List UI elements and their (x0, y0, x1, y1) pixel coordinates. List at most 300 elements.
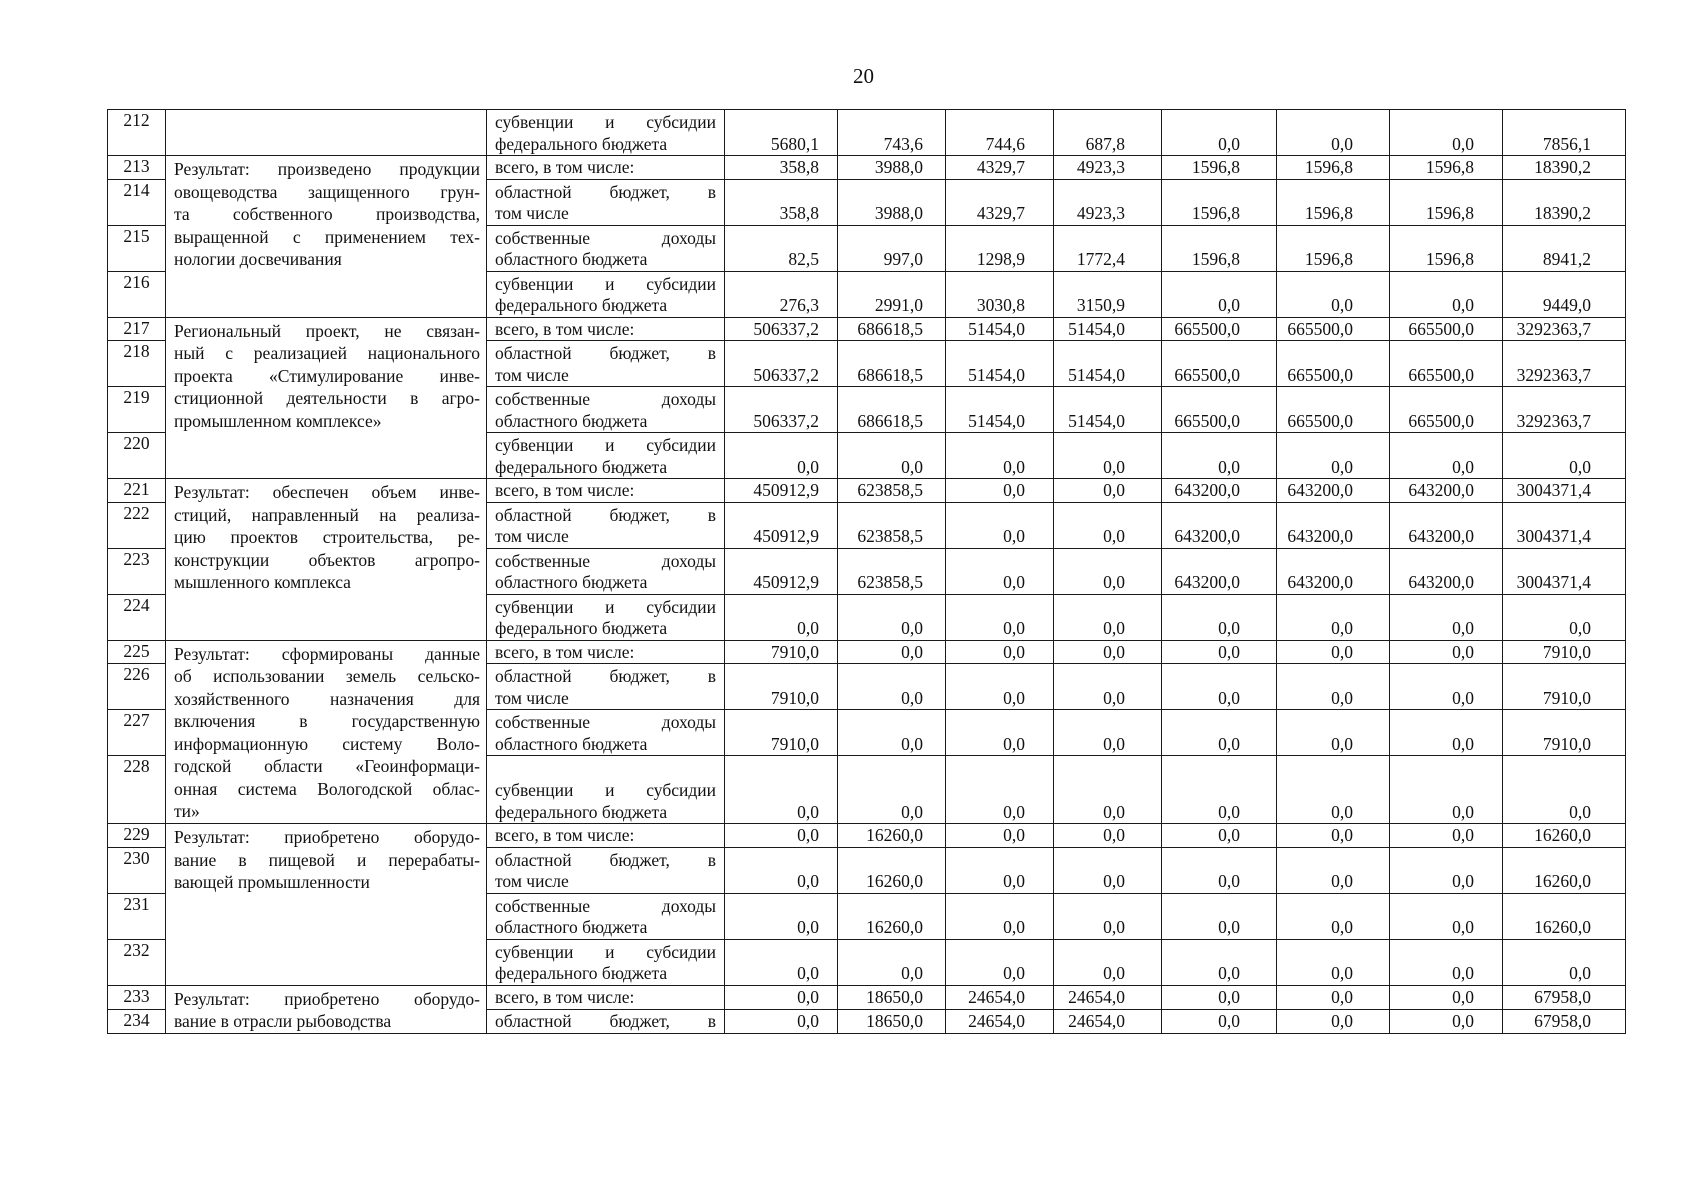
value-cell: 0,0 (946, 433, 1054, 479)
value-cell: 623858,5 (838, 502, 946, 548)
value-cell: 0,0 (1162, 847, 1277, 893)
value-cell: 1596,8 (1390, 225, 1503, 271)
value-cell: 0,0 (1054, 939, 1162, 985)
value-cell: 0,0 (725, 433, 838, 479)
value-cell: 3292363,7 (1503, 317, 1626, 341)
funding-source (487, 640, 725, 664)
value-cell: 623858,5 (838, 479, 946, 503)
row-number: 214 (108, 179, 166, 225)
value-cell: 0,0 (1503, 594, 1626, 640)
value-cell: 0,0 (946, 939, 1054, 985)
row-number: 224 (108, 594, 166, 640)
value-cell: 0,0 (1054, 548, 1162, 594)
value-cell: 24654,0 (1054, 985, 1162, 1009)
value-cell: 18390,2 (1503, 179, 1626, 225)
value-cell: 7910,0 (1503, 664, 1626, 710)
description-line: цию проектов строительства, ре- (174, 527, 480, 547)
value-cell: 3004371,4 (1503, 479, 1626, 503)
value-cell: 51454,0 (1054, 341, 1162, 387)
value-cell: 0,0 (1390, 640, 1503, 664)
value-cell: 686618,5 (838, 341, 946, 387)
value-cell: 0,0 (725, 939, 838, 985)
table-row (108, 640, 1626, 664)
funding-source (487, 594, 725, 640)
value-cell: 0,0 (1277, 664, 1390, 710)
value-cell: 0,0 (1390, 664, 1503, 710)
description-line: хозяйственного назначения для (174, 688, 480, 709)
result-description (166, 985, 487, 1033)
value-cell: 8941,2 (1503, 225, 1626, 271)
funding-source-line: собственные доходы (495, 389, 716, 409)
funding-source (487, 156, 725, 180)
value-cell: 643200,0 (1390, 479, 1503, 503)
value-cell: 0,0 (1390, 433, 1503, 479)
description-line: Результат: приобретено оборудо- (174, 988, 480, 1009)
funding-source-line: субвенции и субсидии (495, 780, 716, 800)
value-cell: 0,0 (1162, 939, 1277, 985)
description-line: информационную систему Воло- (174, 733, 480, 754)
value-cell: 0,0 (1390, 893, 1503, 939)
funding-source (487, 479, 725, 503)
value-cell: 3292363,7 (1503, 387, 1626, 433)
value-cell: 67958,0 (1503, 1009, 1626, 1033)
value-cell: 7910,0 (725, 710, 838, 756)
funding-source-line: федерального бюджета (495, 456, 668, 477)
value-cell: 665500,0 (1162, 387, 1277, 433)
funding-source (487, 110, 725, 156)
value-cell: 0,0 (1162, 640, 1277, 664)
value-cell: 3004371,4 (1503, 548, 1626, 594)
funding-source-line: федерального бюджета (495, 618, 668, 638)
funding-source-line: федерального бюджета (495, 133, 668, 154)
value-cell: 1772,4 (1054, 225, 1162, 271)
value-cell: 0,0 (1277, 824, 1390, 848)
value-cell: 18390,2 (1503, 156, 1626, 180)
value-cell: 5680,1 (725, 110, 838, 156)
value-cell: 51454,0 (946, 341, 1054, 387)
row-number: 233 (108, 985, 166, 1009)
value-cell: 3292363,7 (1503, 341, 1626, 387)
description-line: годской области «Геоинформаци- (174, 756, 480, 776)
funding-source-line: том числе (495, 687, 569, 708)
description-line: вание в отрасли рыбоводства (174, 1011, 392, 1031)
result-description (166, 824, 487, 986)
value-cell: 51454,0 (1054, 317, 1162, 341)
funding-source (487, 179, 725, 225)
value-cell: 1596,8 (1162, 225, 1277, 271)
value-cell: 0,0 (1162, 664, 1277, 710)
value-cell: 0,0 (1054, 594, 1162, 640)
description-line: стиций, направленный на реализа- (174, 504, 480, 525)
value-cell: 0,0 (1054, 847, 1162, 893)
funding-source (487, 271, 725, 317)
row-number: 234 (108, 1009, 166, 1033)
value-cell: 0,0 (1054, 479, 1162, 503)
funding-source-line: собственные доходы (495, 895, 716, 916)
table-row (108, 479, 1626, 503)
value-cell: 4923,3 (1054, 179, 1162, 225)
funding-source-line: субвенции и субсидии (495, 273, 716, 294)
value-cell: 4329,7 (946, 156, 1054, 180)
row-number: 228 (108, 756, 166, 824)
value-cell: 0,0 (946, 847, 1054, 893)
value-cell: 16260,0 (838, 824, 946, 848)
value-cell: 643200,0 (1277, 548, 1390, 594)
value-cell: 506337,2 (725, 317, 838, 341)
value-cell: 643200,0 (1162, 502, 1277, 548)
value-cell: 82,5 (725, 225, 838, 271)
value-cell: 9449,0 (1503, 271, 1626, 317)
value-cell: 16260,0 (1503, 824, 1626, 848)
value-cell: 665500,0 (1390, 317, 1503, 341)
funding-source (487, 664, 725, 710)
value-cell: 0,0 (1162, 433, 1277, 479)
value-cell: 0,0 (1162, 756, 1277, 824)
funding-source (487, 341, 725, 387)
funding-source (487, 893, 725, 939)
value-cell: 24654,0 (1054, 1009, 1162, 1033)
value-cell: 0,0 (1277, 939, 1390, 985)
result-description (166, 317, 487, 479)
value-cell: 450912,9 (725, 479, 838, 503)
funding-source-line: всего, в том числе: (495, 318, 635, 339)
value-cell: 3988,0 (838, 179, 946, 225)
row-number: 229 (108, 824, 166, 848)
funding-source-line: областного бюджета (495, 917, 648, 937)
row-number: 219 (108, 387, 166, 433)
funding-source (487, 502, 725, 548)
funding-source-line: областной бюджет, в (495, 504, 716, 525)
row-number: 223 (108, 548, 166, 594)
funding-source-line: областной бюджет, в (495, 181, 716, 202)
value-cell: 0,0 (1054, 664, 1162, 710)
description-line: нологии досвечивания (174, 249, 342, 269)
funding-source (487, 548, 725, 594)
funding-source-line: том числе (495, 203, 569, 223)
description-line: выращенной с применением тех- (174, 226, 480, 247)
description-line: проекта «Стимулирование инве- (174, 365, 480, 386)
row-number: 232 (108, 939, 166, 985)
funding-source-line: всего, в том числе: (495, 480, 635, 500)
value-cell: 0,0 (1277, 594, 1390, 640)
funding-source (487, 433, 725, 479)
value-cell: 0,0 (1277, 1009, 1390, 1033)
value-cell: 0,0 (1054, 824, 1162, 848)
value-cell: 686618,5 (838, 387, 946, 433)
funding-source-line: областной бюджет, в (495, 1011, 716, 1031)
value-cell: 358,8 (725, 179, 838, 225)
funding-source-line: субвенции и субсидии (495, 112, 716, 132)
funding-source-line: том числе (495, 526, 569, 546)
funding-source-line: том числе (495, 871, 569, 891)
funding-source-line: собственные доходы (495, 712, 716, 732)
funding-source-line: областного бюджета (495, 572, 648, 592)
value-cell: 7910,0 (725, 664, 838, 710)
funding-source-line: всего, в том числе: (495, 987, 635, 1007)
value-cell: 450912,9 (725, 548, 838, 594)
row-number: 225 (108, 640, 166, 664)
row-number: 212 (108, 110, 166, 156)
value-cell: 0,0 (946, 502, 1054, 548)
value-cell: 686618,5 (838, 317, 946, 341)
value-cell: 16260,0 (1503, 847, 1626, 893)
value-cell: 744,6 (946, 110, 1054, 156)
value-cell: 0,0 (1390, 847, 1503, 893)
value-cell: 1596,8 (1277, 179, 1390, 225)
value-cell: 1596,8 (1277, 225, 1390, 271)
value-cell: 1596,8 (1277, 156, 1390, 180)
value-cell: 643200,0 (1162, 548, 1277, 594)
value-cell: 450912,9 (725, 502, 838, 548)
funding-source (487, 756, 725, 824)
description-line: вание в пищевой и перерабаты- (174, 849, 480, 870)
value-cell: 7910,0 (725, 640, 838, 664)
value-cell: 0,0 (946, 479, 1054, 503)
value-cell: 16260,0 (1503, 893, 1626, 939)
row-number: 220 (108, 433, 166, 479)
funding-source (487, 710, 725, 756)
funding-source (487, 317, 725, 341)
value-cell: 0,0 (1162, 271, 1277, 317)
value-cell: 0,0 (1503, 433, 1626, 479)
value-cell: 7910,0 (1503, 640, 1626, 664)
value-cell: 0,0 (1054, 502, 1162, 548)
value-cell: 0,0 (946, 893, 1054, 939)
table-row (108, 156, 1626, 180)
value-cell: 0,0 (838, 710, 946, 756)
description-line: конструкции объектов агропро- (174, 549, 480, 570)
value-cell: 7910,0 (1503, 710, 1626, 756)
value-cell: 0,0 (946, 594, 1054, 640)
funding-source-line: всего, в том числе: (495, 157, 635, 177)
row-number: 218 (108, 341, 166, 387)
value-cell: 0,0 (946, 548, 1054, 594)
value-cell: 358,8 (725, 156, 838, 180)
value-cell: 0,0 (1162, 710, 1277, 756)
value-cell: 0,0 (1390, 1009, 1503, 1033)
value-cell: 18650,0 (838, 1009, 946, 1033)
value-cell: 1596,8 (1162, 179, 1277, 225)
funding-source-line: всего, в том числе: (495, 641, 635, 662)
value-cell: 743,6 (838, 110, 946, 156)
value-cell: 0,0 (838, 640, 946, 664)
row-number: 222 (108, 502, 166, 548)
value-cell: 0,0 (838, 664, 946, 710)
value-cell: 665500,0 (1162, 317, 1277, 341)
value-cell: 3004371,4 (1503, 502, 1626, 548)
funding-source (487, 225, 725, 271)
value-cell: 665500,0 (1277, 387, 1390, 433)
funding-source (487, 824, 725, 848)
value-cell: 16260,0 (838, 893, 946, 939)
funding-source-line: областной бюджет, в (495, 849, 716, 870)
funding-source-line: областного бюджета (495, 733, 648, 754)
value-cell: 0,0 (946, 824, 1054, 848)
value-cell: 0,0 (725, 824, 838, 848)
funding-source-line: федерального бюджета (495, 295, 668, 315)
value-cell: 0,0 (1162, 110, 1277, 156)
value-cell: 0,0 (725, 893, 838, 939)
value-cell: 0,0 (946, 756, 1054, 824)
value-cell: 1596,8 (1390, 179, 1503, 225)
value-cell: 2991,0 (838, 271, 946, 317)
value-cell: 0,0 (1390, 110, 1503, 156)
funding-source-line: том числе (495, 364, 569, 385)
value-cell: 0,0 (946, 710, 1054, 756)
value-cell: 0,0 (1277, 847, 1390, 893)
value-cell: 0,0 (1277, 893, 1390, 939)
row-number: 221 (108, 479, 166, 503)
value-cell: 0,0 (1390, 710, 1503, 756)
description-line: об использовании земель сельско- (174, 666, 480, 686)
value-cell: 1596,8 (1390, 156, 1503, 180)
row-number: 230 (108, 847, 166, 893)
value-cell: 0,0 (1503, 939, 1626, 985)
description-line: онная система Вологодской облас- (174, 778, 480, 799)
value-cell: 3988,0 (838, 156, 946, 180)
funding-source (487, 1009, 725, 1033)
value-cell: 0,0 (1162, 893, 1277, 939)
value-cell: 506337,2 (725, 387, 838, 433)
funding-source (487, 985, 725, 1009)
value-cell: 643200,0 (1277, 502, 1390, 548)
description-line: овощеводства защищенного грун- (174, 181, 480, 202)
value-cell: 0,0 (1162, 594, 1277, 640)
table-row (108, 824, 1626, 848)
description-line: включения в государственную (174, 711, 480, 731)
value-cell: 51454,0 (1054, 387, 1162, 433)
funding-source-line: областной бюджет, в (495, 343, 716, 363)
value-cell: 1596,8 (1162, 156, 1277, 180)
result-description (166, 479, 487, 641)
value-cell: 997,0 (838, 225, 946, 271)
result-description (166, 156, 487, 318)
description-line: вающей промышленности (174, 872, 370, 892)
table-row (108, 317, 1626, 341)
value-cell: 643200,0 (1277, 479, 1390, 503)
value-cell: 0,0 (1162, 1009, 1277, 1033)
funding-source-line: федерального бюджета (495, 801, 668, 822)
value-cell: 665500,0 (1390, 387, 1503, 433)
funding-source-line: областной бюджет, в (495, 666, 716, 686)
value-cell: 24654,0 (946, 985, 1054, 1009)
row-number: 227 (108, 710, 166, 756)
value-cell: 506337,2 (725, 341, 838, 387)
value-cell: 0,0 (946, 664, 1054, 710)
value-cell: 643200,0 (1390, 502, 1503, 548)
funding-source-line: субвенции и субсидии (495, 596, 716, 617)
value-cell: 0,0 (1162, 824, 1277, 848)
row-number: 231 (108, 893, 166, 939)
description-line: та собственного производства, (174, 204, 480, 224)
funding-source-line: собственные доходы (495, 227, 716, 248)
value-cell: 0,0 (1054, 433, 1162, 479)
value-cell: 643200,0 (1162, 479, 1277, 503)
value-cell: 0,0 (1390, 985, 1503, 1009)
result-description (166, 110, 487, 156)
row-number: 215 (108, 225, 166, 271)
value-cell: 0,0 (1277, 985, 1390, 1009)
value-cell: 665500,0 (1277, 341, 1390, 387)
description-line: ти» (174, 801, 200, 821)
value-cell: 665500,0 (1162, 341, 1277, 387)
value-cell: 0,0 (1277, 271, 1390, 317)
description-line: Результат: обеспечен объем инве- (174, 482, 480, 502)
description-line: Результат: приобретено оборудо- (174, 827, 480, 847)
description-line: промышленном комплексе» (174, 410, 382, 431)
value-cell: 276,3 (725, 271, 838, 317)
value-cell: 0,0 (1390, 271, 1503, 317)
page-number: 20 (853, 64, 874, 88)
value-cell: 16260,0 (838, 847, 946, 893)
row-number: 226 (108, 664, 166, 710)
value-cell: 0,0 (838, 939, 946, 985)
value-cell: 1298,9 (946, 225, 1054, 271)
value-cell: 0,0 (1390, 939, 1503, 985)
value-cell: 0,0 (1277, 710, 1390, 756)
value-cell: 0,0 (838, 594, 946, 640)
funding-source-line: федерального бюджета (495, 963, 668, 983)
value-cell: 0,0 (1054, 640, 1162, 664)
value-cell: 0,0 (1162, 985, 1277, 1009)
value-cell: 0,0 (1390, 756, 1503, 824)
value-cell: 0,0 (946, 640, 1054, 664)
funding-source-line: областного бюджета (495, 410, 648, 431)
description-line: Результат: сформированы данные (174, 643, 480, 664)
funding-source (487, 939, 725, 985)
row-number: 213 (108, 156, 166, 180)
value-cell: 51454,0 (946, 387, 1054, 433)
description-line: Результат: произведено продукции (174, 159, 480, 179)
value-cell: 0,0 (725, 594, 838, 640)
table-row (108, 110, 1626, 156)
value-cell: 665500,0 (1277, 317, 1390, 341)
value-cell: 623858,5 (838, 548, 946, 594)
value-cell: 51454,0 (946, 317, 1054, 341)
value-cell: 7856,1 (1503, 110, 1626, 156)
value-cell: 0,0 (725, 985, 838, 1009)
table-row (108, 985, 1626, 1009)
value-cell: 0,0 (725, 847, 838, 893)
value-cell: 0,0 (1277, 756, 1390, 824)
funding-source-line: всего, в том числе: (495, 825, 635, 845)
funding-source (487, 387, 725, 433)
funding-source-line: субвенции и субсидии (495, 941, 716, 962)
description-line: Региональный проект, не связан- (174, 320, 480, 341)
value-cell: 24654,0 (946, 1009, 1054, 1033)
row-number: 216 (108, 271, 166, 317)
value-cell: 0,0 (1054, 893, 1162, 939)
funding-source-line: субвенции и субсидии (495, 435, 716, 455)
value-cell: 0,0 (1277, 433, 1390, 479)
value-cell: 0,0 (838, 433, 946, 479)
description-line: мышленного комплекса (174, 572, 351, 592)
value-cell: 643200,0 (1390, 548, 1503, 594)
value-cell: 0,0 (1054, 756, 1162, 824)
value-cell: 687,8 (1054, 110, 1162, 156)
funding-source-line: областного бюджета (495, 249, 648, 269)
value-cell: 0,0 (1503, 756, 1626, 824)
table-body (108, 110, 1626, 1034)
description-line: ный с реализацией национального (174, 343, 480, 363)
description-line: стиционной деятельности в агро- (174, 388, 480, 408)
value-cell: 67958,0 (1503, 985, 1626, 1009)
value-cell: 0,0 (725, 756, 838, 824)
value-cell: 0,0 (1390, 594, 1503, 640)
value-cell: 0,0 (1054, 710, 1162, 756)
funding-source-line: собственные доходы (495, 550, 716, 571)
value-cell: 0,0 (838, 756, 946, 824)
